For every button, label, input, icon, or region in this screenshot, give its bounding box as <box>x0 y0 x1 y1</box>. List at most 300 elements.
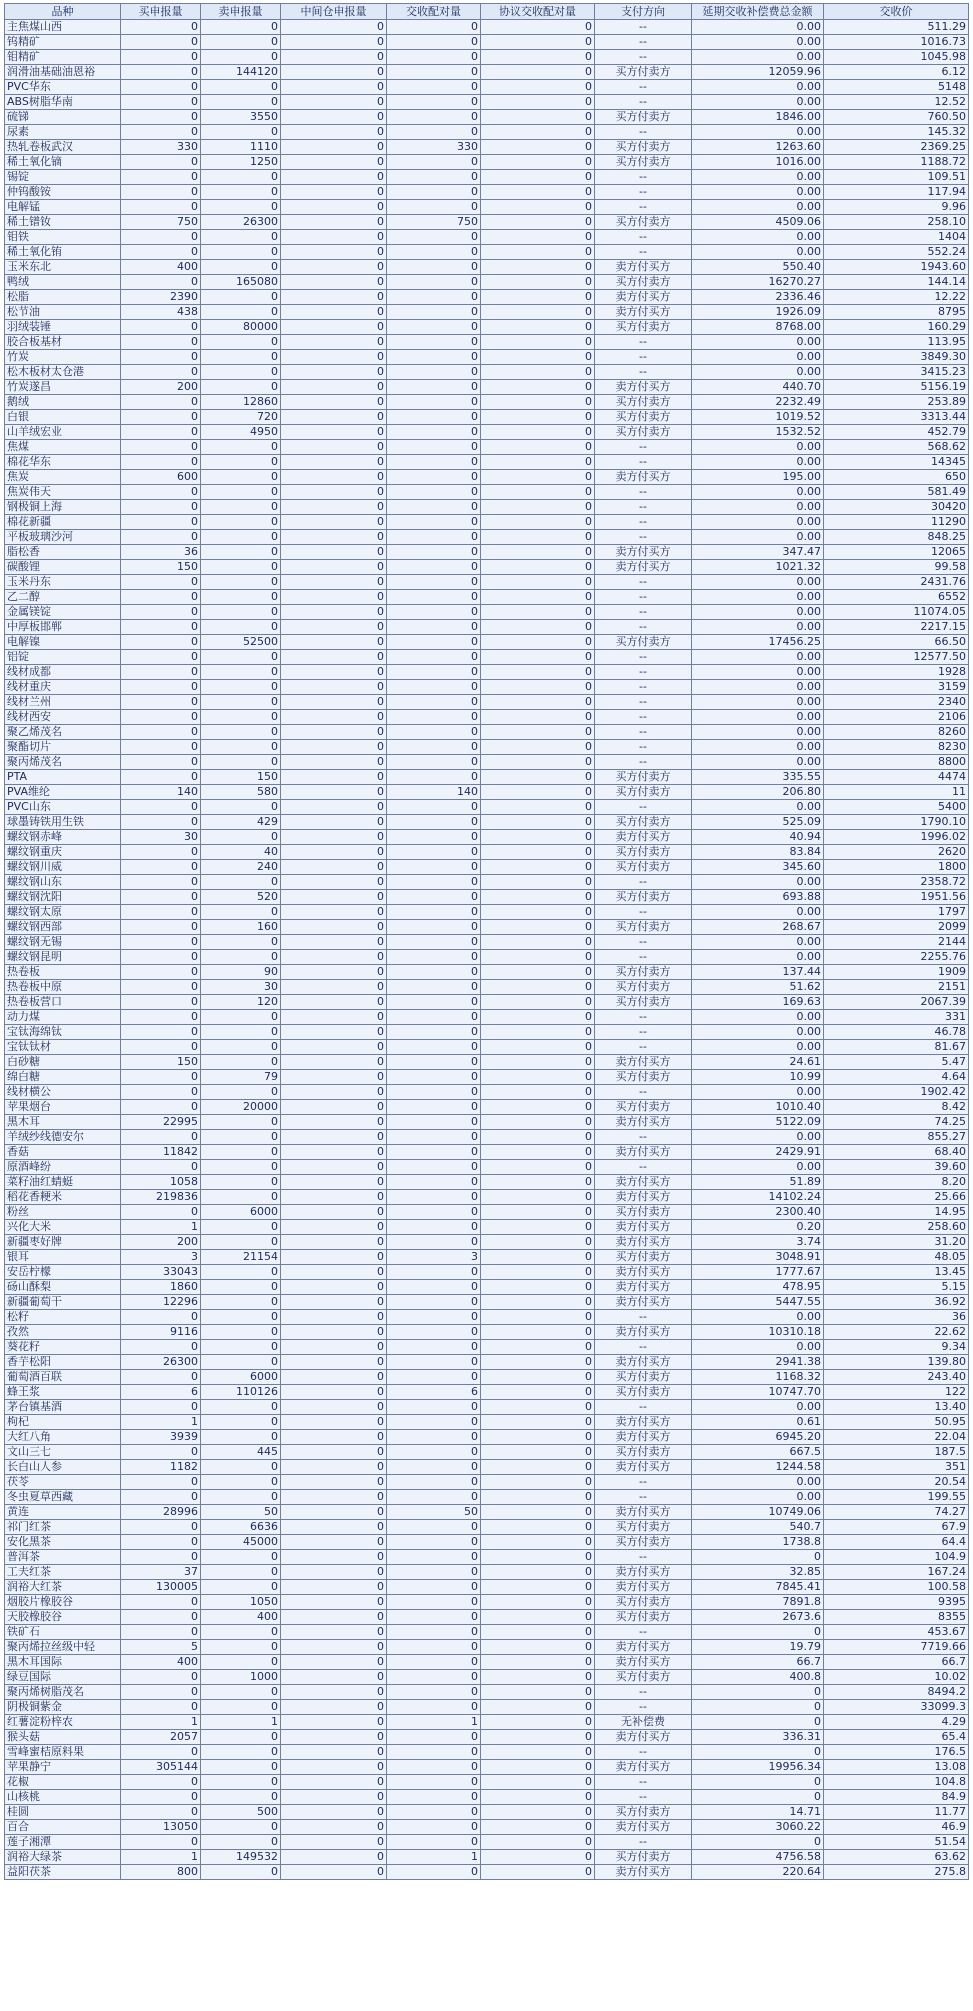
cell-intermediate-qty: 0 <box>281 545 387 560</box>
cell-agreement-matched-qty: 0 <box>481 1325 595 1340</box>
cell-payment-direction: -- <box>595 485 692 500</box>
cell-agreement-matched-qty: 0 <box>481 1010 595 1025</box>
cell-sell-qty: 0 <box>201 335 281 350</box>
cell-buy-qty: 200 <box>121 380 201 395</box>
cell-variety: 工夫红茶 <box>5 1565 121 1580</box>
cell-deferred-compensation: 6945.20 <box>692 1430 824 1445</box>
table-row <box>5 1085 969 1100</box>
cell-matched-qty: 0 <box>387 1475 481 1490</box>
cell-payment-direction: 买方付卖方 <box>595 1610 692 1625</box>
cell-agreement-matched-qty: 0 <box>481 1685 595 1700</box>
cell-intermediate-qty: 0 <box>281 110 387 125</box>
cell-sell-qty: 0 <box>201 575 281 590</box>
cell-deferred-compensation: 0.00 <box>692 695 824 710</box>
cell-matched-qty: 0 <box>387 665 481 680</box>
cell-payment-direction: 买方付卖方 <box>595 1595 692 1610</box>
cell-agreement-matched-qty: 0 <box>481 140 595 155</box>
cell-delivery-price: 11 <box>824 785 969 800</box>
table-row <box>5 1220 969 1235</box>
cell-deferred-compensation: 0.00 <box>692 935 824 950</box>
cell-sell-qty: 0 <box>201 125 281 140</box>
cell-sell-qty: 0 <box>201 1640 281 1655</box>
cell-matched-qty: 0 <box>387 1355 481 1370</box>
cell-buy-qty: 130005 <box>121 1580 201 1595</box>
cell-payment-direction: -- <box>595 50 692 65</box>
cell-matched-qty: 0 <box>387 1610 481 1625</box>
table-row <box>5 215 969 230</box>
cell-matched-qty: 0 <box>387 200 481 215</box>
cell-buy-qty: 0 <box>121 455 201 470</box>
cell-sell-qty: 1110 <box>201 140 281 155</box>
table-row <box>5 1715 969 1730</box>
cell-variety: 铁矿石 <box>5 1625 121 1640</box>
cell-delivery-price: 64.4 <box>824 1535 969 1550</box>
cell-intermediate-qty: 0 <box>281 1220 387 1235</box>
cell-agreement-matched-qty: 0 <box>481 920 595 935</box>
cell-payment-direction: -- <box>595 650 692 665</box>
cell-delivery-price: 10.02 <box>824 1670 969 1685</box>
cell-sell-qty: 0 <box>201 530 281 545</box>
cell-intermediate-qty: 0 <box>281 1805 387 1820</box>
cell-buy-qty: 0 <box>121 155 201 170</box>
cell-deferred-compensation: 3048.91 <box>692 1250 824 1265</box>
cell-sell-qty: 80000 <box>201 320 281 335</box>
cell-matched-qty: 0 <box>387 1175 481 1190</box>
cell-matched-qty: 0 <box>387 1160 481 1175</box>
cell-buy-qty: 200 <box>121 1235 201 1250</box>
cell-deferred-compensation: 0.00 <box>692 665 824 680</box>
cell-payment-direction: 买方付卖方 <box>595 1850 692 1865</box>
cell-sell-qty: 0 <box>201 1340 281 1355</box>
cell-buy-qty: 9116 <box>121 1325 201 1340</box>
cell-payment-direction: -- <box>595 1340 692 1355</box>
cell-matched-qty: 0 <box>387 680 481 695</box>
cell-payment-direction: -- <box>595 245 692 260</box>
cell-matched-qty: 0 <box>387 1190 481 1205</box>
cell-agreement-matched-qty: 0 <box>481 1535 595 1550</box>
table-row <box>5 1490 969 1505</box>
cell-sell-qty: 0 <box>201 1430 281 1445</box>
cell-agreement-matched-qty: 0 <box>481 410 595 425</box>
cell-buy-qty: 30 <box>121 830 201 845</box>
cell-deferred-compensation: 1532.52 <box>692 425 824 440</box>
cell-matched-qty: 50 <box>387 1505 481 1520</box>
cell-agreement-matched-qty: 0 <box>481 1490 595 1505</box>
cell-variety: 螺纹钢赤峰 <box>5 830 121 845</box>
cell-deferred-compensation: 0.00 <box>692 1475 824 1490</box>
cell-intermediate-qty: 0 <box>281 1865 387 1880</box>
cell-intermediate-qty: 0 <box>281 485 387 500</box>
cell-payment-direction: -- <box>595 935 692 950</box>
cell-deferred-compensation: 4509.06 <box>692 215 824 230</box>
cell-buy-qty: 0 <box>121 635 201 650</box>
cell-variety: 焦炭伟天 <box>5 485 121 500</box>
cell-sell-qty: 45000 <box>201 1535 281 1550</box>
cell-agreement-matched-qty: 0 <box>481 365 595 380</box>
cell-deferred-compensation: 0.00 <box>692 530 824 545</box>
cell-deferred-compensation: 0.00 <box>692 170 824 185</box>
cell-agreement-matched-qty: 0 <box>481 1775 595 1790</box>
cell-deferred-compensation: 169.63 <box>692 995 824 1010</box>
table-row <box>5 470 969 485</box>
cell-agreement-matched-qty: 0 <box>481 770 595 785</box>
cell-buy-qty: 0 <box>121 620 201 635</box>
table-row <box>5 20 969 35</box>
cell-sell-qty: 0 <box>201 50 281 65</box>
cell-deferred-compensation: 0 <box>692 1625 824 1640</box>
table-row <box>5 125 969 140</box>
cell-deferred-compensation: 0.00 <box>692 515 824 530</box>
cell-intermediate-qty: 0 <box>281 425 387 440</box>
cell-agreement-matched-qty: 0 <box>481 605 595 620</box>
table-row <box>5 605 969 620</box>
cell-deferred-compensation: 2429.91 <box>692 1145 824 1160</box>
cell-variety: 益阳茯茶 <box>5 1865 121 1880</box>
cell-variety: 主焦煤山西 <box>5 20 121 35</box>
cell-deferred-compensation: 0.00 <box>692 230 824 245</box>
cell-intermediate-qty: 0 <box>281 320 387 335</box>
table-row <box>5 1565 969 1580</box>
cell-variety: 稀土氧化镝 <box>5 155 121 170</box>
cell-delivery-price: 160.29 <box>824 320 969 335</box>
cell-delivery-price: 12065 <box>824 545 969 560</box>
table-row <box>5 170 969 185</box>
cell-delivery-price: 139.80 <box>824 1355 969 1370</box>
cell-intermediate-qty: 0 <box>281 1025 387 1040</box>
cell-agreement-matched-qty: 0 <box>481 1280 595 1295</box>
cell-sell-qty: 0 <box>201 1130 281 1145</box>
cell-matched-qty: 0 <box>387 1055 481 1070</box>
cell-deferred-compensation: 19.79 <box>692 1640 824 1655</box>
column-header-variety: 品种 <box>5 4 121 20</box>
cell-matched-qty: 0 <box>387 560 481 575</box>
cell-delivery-price: 5156.19 <box>824 380 969 395</box>
cell-deferred-compensation: 1777.67 <box>692 1265 824 1280</box>
cell-deferred-compensation: 0.00 <box>692 500 824 515</box>
cell-matched-qty: 0 <box>387 1700 481 1715</box>
cell-sell-qty: 0 <box>201 1790 281 1805</box>
cell-variety: 原酒峰纷 <box>5 1160 121 1175</box>
cell-sell-qty: 0 <box>201 245 281 260</box>
cell-intermediate-qty: 0 <box>281 530 387 545</box>
cell-buy-qty: 0 <box>121 1310 201 1325</box>
cell-sell-qty: 0 <box>201 1115 281 1130</box>
cell-matched-qty: 0 <box>387 545 481 560</box>
cell-matched-qty: 0 <box>387 1370 481 1385</box>
cell-intermediate-qty: 0 <box>281 1235 387 1250</box>
cell-deferred-compensation: 0.00 <box>692 875 824 890</box>
cell-payment-direction: -- <box>595 695 692 710</box>
table-row <box>5 1655 969 1670</box>
cell-deferred-compensation: 0.00 <box>692 740 824 755</box>
cell-delivery-price: 2144 <box>824 935 969 950</box>
cell-buy-qty: 0 <box>121 1010 201 1025</box>
cell-variety: 电解镍 <box>5 635 121 650</box>
cell-buy-qty: 0 <box>121 650 201 665</box>
cell-sell-qty: 0 <box>201 1085 281 1100</box>
table-row <box>5 845 969 860</box>
cell-payment-direction: -- <box>595 20 692 35</box>
table-row <box>5 35 969 50</box>
cell-buy-qty: 0 <box>121 65 201 80</box>
cell-payment-direction: 买方付卖方 <box>595 860 692 875</box>
cell-delivery-price: 22.04 <box>824 1430 969 1445</box>
cell-buy-qty: 219836 <box>121 1190 201 1205</box>
cell-payment-direction: 买方付卖方 <box>595 1100 692 1115</box>
cell-deferred-compensation: 40.94 <box>692 830 824 845</box>
cell-matched-qty: 3 <box>387 1250 481 1265</box>
table-row <box>5 410 969 425</box>
cell-intermediate-qty: 0 <box>281 995 387 1010</box>
cell-deferred-compensation: 0.00 <box>692 800 824 815</box>
table-row <box>5 860 969 875</box>
cell-agreement-matched-qty: 0 <box>481 1805 595 1820</box>
cell-delivery-price: 2067.39 <box>824 995 969 1010</box>
cell-delivery-price: 36.92 <box>824 1295 969 1310</box>
cell-agreement-matched-qty: 0 <box>481 1445 595 1460</box>
cell-payment-direction: 买方付卖方 <box>595 770 692 785</box>
table-row <box>5 1055 969 1070</box>
cell-deferred-compensation: 51.62 <box>692 980 824 995</box>
cell-intermediate-qty: 0 <box>281 1490 387 1505</box>
cell-agreement-matched-qty: 0 <box>481 1430 595 1445</box>
cell-intermediate-qty: 0 <box>281 20 387 35</box>
cell-sell-qty: 149532 <box>201 1850 281 1865</box>
cell-sell-qty: 6636 <box>201 1520 281 1535</box>
cell-agreement-matched-qty: 0 <box>481 1460 595 1475</box>
cell-sell-qty: 0 <box>201 1730 281 1745</box>
table-row <box>5 365 969 380</box>
cell-payment-direction: -- <box>595 1790 692 1805</box>
cell-delivery-price: 3159 <box>824 680 969 695</box>
cell-variety: 天胶橡胶谷 <box>5 1610 121 1625</box>
cell-deferred-compensation: 0.00 <box>692 1085 824 1100</box>
cell-payment-direction: 卖方付买方 <box>595 1190 692 1205</box>
cell-matched-qty: 0 <box>387 110 481 125</box>
cell-delivery-price: 1045.98 <box>824 50 969 65</box>
cell-intermediate-qty: 0 <box>281 515 387 530</box>
cell-payment-direction: -- <box>595 1310 692 1325</box>
cell-intermediate-qty: 0 <box>281 560 387 575</box>
cell-sell-qty: 0 <box>201 455 281 470</box>
cell-deferred-compensation: 206.80 <box>692 785 824 800</box>
cell-deferred-compensation: 0.00 <box>692 1025 824 1040</box>
cell-variety: 润裕大红茶 <box>5 1580 121 1595</box>
cell-intermediate-qty: 0 <box>281 200 387 215</box>
cell-payment-direction: -- <box>595 1745 692 1760</box>
cell-payment-direction: 卖方付买方 <box>595 830 692 845</box>
table-row <box>5 890 969 905</box>
cell-agreement-matched-qty: 0 <box>481 620 595 635</box>
cell-payment-direction: 卖方付买方 <box>595 1355 692 1370</box>
cell-payment-direction: 买方付卖方 <box>595 110 692 125</box>
table-row <box>5 785 969 800</box>
cell-sell-qty: 0 <box>201 620 281 635</box>
cell-buy-qty: 0 <box>121 425 201 440</box>
cell-payment-direction: 买方付卖方 <box>595 815 692 830</box>
cell-payment-direction: 买方付卖方 <box>595 980 692 995</box>
cell-sell-qty: 0 <box>201 1160 281 1175</box>
cell-payment-direction: 卖方付买方 <box>595 1655 692 1670</box>
cell-sell-qty: 0 <box>201 1460 281 1475</box>
cell-variety: 松节油 <box>5 305 121 320</box>
cell-variety: 硫锑 <box>5 110 121 125</box>
cell-deferred-compensation: 0.00 <box>692 365 824 380</box>
column-header-agreement-matched-qty: 协议交收配对量 <box>481 4 595 20</box>
cell-variety: 枸杞 <box>5 1415 121 1430</box>
cell-delivery-price: 1404 <box>824 230 969 245</box>
cell-buy-qty: 600 <box>121 470 201 485</box>
cell-agreement-matched-qty: 0 <box>481 1580 595 1595</box>
cell-agreement-matched-qty: 0 <box>481 995 595 1010</box>
cell-intermediate-qty: 0 <box>281 50 387 65</box>
table-row <box>5 515 969 530</box>
cell-intermediate-qty: 0 <box>281 710 387 725</box>
cell-delivery-price: 39.60 <box>824 1160 969 1175</box>
cell-sell-qty: 0 <box>201 260 281 275</box>
cell-payment-direction: 卖方付买方 <box>595 1175 692 1190</box>
cell-agreement-matched-qty: 0 <box>481 1520 595 1535</box>
cell-variety: 花椒 <box>5 1775 121 1790</box>
cell-delivery-price: 1797 <box>824 905 969 920</box>
cell-payment-direction: 买方付卖方 <box>595 1250 692 1265</box>
cell-agreement-matched-qty: 0 <box>481 905 595 920</box>
cell-payment-direction: 买方付卖方 <box>595 425 692 440</box>
cell-intermediate-qty: 0 <box>281 440 387 455</box>
cell-delivery-price: 30420 <box>824 500 969 515</box>
cell-deferred-compensation: 10310.18 <box>692 1325 824 1340</box>
cell-sell-qty: 0 <box>201 560 281 575</box>
cell-delivery-price: 4.29 <box>824 1715 969 1730</box>
cell-intermediate-qty: 0 <box>281 620 387 635</box>
cell-intermediate-qty: 0 <box>281 230 387 245</box>
cell-payment-direction: 卖方付买方 <box>595 470 692 485</box>
cell-payment-direction: 买方付卖方 <box>595 1670 692 1685</box>
cell-variety: 胶合板基材 <box>5 335 121 350</box>
cell-buy-qty: 0 <box>121 1745 201 1760</box>
cell-variety: 新疆枣好牌 <box>5 1235 121 1250</box>
cell-buy-qty: 0 <box>121 815 201 830</box>
cell-matched-qty: 0 <box>387 365 481 380</box>
cell-intermediate-qty: 0 <box>281 650 387 665</box>
cell-sell-qty: 0 <box>201 170 281 185</box>
cell-sell-qty: 0 <box>201 1700 281 1715</box>
cell-variety: 棉花新疆 <box>5 515 121 530</box>
cell-deferred-compensation: 0 <box>692 1775 824 1790</box>
cell-intermediate-qty: 0 <box>281 1595 387 1610</box>
cell-deferred-compensation: 0.00 <box>692 95 824 110</box>
cell-payment-direction: 买方付卖方 <box>595 275 692 290</box>
cell-deferred-compensation: 1244.58 <box>692 1460 824 1475</box>
cell-intermediate-qty: 0 <box>281 95 387 110</box>
cell-delivery-price: 12577.50 <box>824 650 969 665</box>
cell-matched-qty: 0 <box>387 1490 481 1505</box>
table-row <box>5 200 969 215</box>
cell-deferred-compensation: 440.70 <box>692 380 824 395</box>
cell-deferred-compensation: 5122.09 <box>692 1115 824 1130</box>
cell-agreement-matched-qty: 0 <box>481 815 595 830</box>
cell-deferred-compensation: 19956.34 <box>692 1760 824 1775</box>
cell-sell-qty: 0 <box>201 1400 281 1415</box>
cell-deferred-compensation: 1010.40 <box>692 1100 824 1115</box>
cell-variety: 安化黑茶 <box>5 1535 121 1550</box>
table-row <box>5 725 969 740</box>
table-row <box>5 1235 969 1250</box>
table-row <box>5 1145 969 1160</box>
cell-deferred-compensation: 0.00 <box>692 50 824 65</box>
cell-delivery-price: 12.22 <box>824 290 969 305</box>
cell-buy-qty: 0 <box>121 845 201 860</box>
cell-deferred-compensation: 0.00 <box>692 725 824 740</box>
cell-matched-qty: 0 <box>387 260 481 275</box>
cell-intermediate-qty: 0 <box>281 275 387 290</box>
cell-delivery-price: 63.62 <box>824 1850 969 1865</box>
cell-deferred-compensation: 14.71 <box>692 1805 824 1820</box>
table-row <box>5 1520 969 1535</box>
cell-delivery-price: 1951.56 <box>824 890 969 905</box>
cell-delivery-price: 552.24 <box>824 245 969 260</box>
cell-intermediate-qty: 0 <box>281 1445 387 1460</box>
column-header-deferred-compensation: 延期交收补偿费总金额 <box>692 4 824 20</box>
cell-buy-qty: 0 <box>121 35 201 50</box>
cell-intermediate-qty: 0 <box>281 1715 387 1730</box>
cell-matched-qty: 0 <box>387 695 481 710</box>
cell-deferred-compensation: 1016.00 <box>692 155 824 170</box>
cell-matched-qty: 0 <box>387 530 481 545</box>
cell-buy-qty: 0 <box>121 1775 201 1790</box>
cell-agreement-matched-qty: 0 <box>481 1745 595 1760</box>
cell-sell-qty: 0 <box>201 590 281 605</box>
table-row <box>5 1820 969 1835</box>
cell-intermediate-qty: 0 <box>281 1265 387 1280</box>
cell-matched-qty: 0 <box>387 1805 481 1820</box>
cell-agreement-matched-qty: 0 <box>481 1040 595 1055</box>
cell-variety: 文山三七 <box>5 1445 121 1460</box>
cell-payment-direction: -- <box>595 1835 692 1850</box>
cell-deferred-compensation: 0 <box>692 1835 824 1850</box>
table-row <box>5 1070 969 1085</box>
cell-matched-qty: 0 <box>387 1340 481 1355</box>
cell-intermediate-qty: 0 <box>281 1835 387 1850</box>
cell-buy-qty: 0 <box>121 860 201 875</box>
cell-payment-direction: 买方付卖方 <box>595 785 692 800</box>
cell-payment-direction: 卖方付买方 <box>595 1265 692 1280</box>
cell-variety: 雪峰蜜桔原料果 <box>5 1745 121 1760</box>
cell-matched-qty: 0 <box>387 50 481 65</box>
cell-buy-qty: 330 <box>121 140 201 155</box>
cell-payment-direction: 卖方付买方 <box>595 560 692 575</box>
cell-buy-qty: 0 <box>121 1130 201 1145</box>
cell-intermediate-qty: 0 <box>281 1430 387 1445</box>
cell-intermediate-qty: 0 <box>281 1580 387 1595</box>
cell-agreement-matched-qty: 0 <box>481 155 595 170</box>
cell-sell-qty: 0 <box>201 650 281 665</box>
cell-deferred-compensation: 540.7 <box>692 1520 824 1535</box>
cell-variety: 焦炭 <box>5 470 121 485</box>
table-row <box>5 635 969 650</box>
cell-variety: 仲钨酸铵 <box>5 185 121 200</box>
cell-agreement-matched-qty: 0 <box>481 530 595 545</box>
cell-agreement-matched-qty: 0 <box>481 1100 595 1115</box>
cell-delivery-price: 9.96 <box>824 200 969 215</box>
cell-deferred-compensation: 345.60 <box>692 860 824 875</box>
table-row <box>5 920 969 935</box>
cell-payment-direction: 卖方付买方 <box>595 1730 692 1745</box>
cell-deferred-compensation: 0 <box>692 1745 824 1760</box>
cell-variety: ABS树脂华南 <box>5 95 121 110</box>
table-row <box>5 650 969 665</box>
table-row <box>5 1805 969 1820</box>
